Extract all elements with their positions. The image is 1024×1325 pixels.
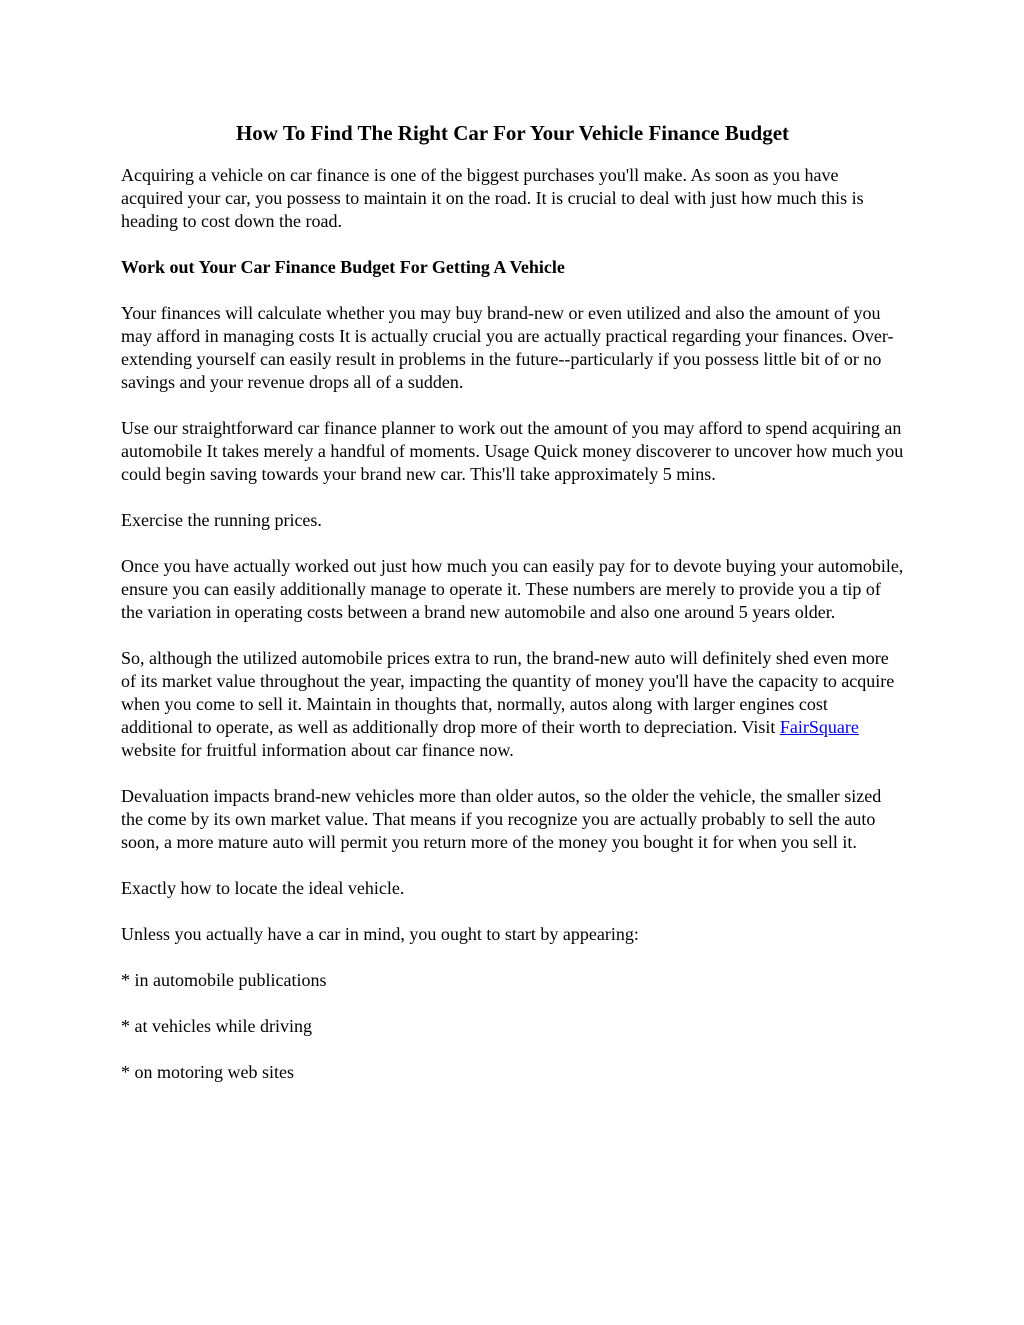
paragraph-running-prices: Exercise the running prices. — [121, 510, 322, 530]
intro-paragraph: Acquiring a vehicle on car finance is one of the biggest purchases you'll make. As soon as you have acquired your car, you possess to maintain it on the road. It is crucial to deal with just how much this is heading to cost down the road. — [121, 165, 864, 231]
list-item: * at vehicles while driving — [121, 1016, 312, 1036]
paragraph-start-looking: Unless you actually have a car in mind, you ought to start by appearing: — [121, 924, 639, 944]
section-heading: Work out Your Car Finance Budget For Getting A Vehicle — [121, 257, 565, 277]
paragraph-operating-costs: Once you have actually worked out just how much you can easily pay for to devote buying your automobile, ensure you can easily additionally manage to operate it. These numbers are merely to provide you a tip of the variation in operating costs between a brand new automobile and also one around 5 years older. — [121, 556, 904, 622]
list-item: * in automobile publications — [121, 970, 327, 990]
paragraph-depreciation — [121, 647, 904, 762]
list-item: * on motoring web sites — [121, 1062, 294, 1082]
paragraph-locate-vehicle: Exactly how to locate the ideal vehicle. — [121, 878, 405, 898]
paragraph-planner: Use our straightforward car finance planner to work out the amount of you may afford to spend acquiring an automobile It takes merely a handful of moments. Usage Quick money discoverer to uncover how much you could begin saving towards your brand new car. This'll take approximately 5 mins. — [121, 418, 904, 484]
fairsquare-link[interactable]: FairSquare — [779, 717, 859, 737]
document-title: How To Find The Right Car For Your Vehicle Finance Budget — [235, 121, 790, 145]
document-page — [121, 118, 904, 1107]
depreciation-text-before: So, although the utilized automobile prices extra to run, the brand-new auto will definitely shed even more of its market value throughout the year, impacting the quantity of money you'll have the capacity to acquire when you come to sell it. Maintain in thoughts that, normally, autos along with larger engines cost additional to operate, as well as additionally drop more of their worth to depreciation. Visit — [121, 648, 895, 737]
paragraph-devaluation: Devaluation impacts brand-new vehicles more than older autos, so the older the vehicle, the smaller sized the come by its own market value. That means if you recognize you are actually probably to sell the auto soon, a more mature auto will permit you return more of the money you bought it for when you sell it. — [121, 786, 882, 852]
depreciation-text-after: website for fruitful information about car finance now. — [121, 740, 514, 760]
paragraph-finances: Your finances will calculate whether you may buy brand-new or even utilized and also the amount of you may afford in managing costs It is actually crucial you are actually practical regarding your finances. Over-extending yourself can easily result in problems in the future--particularly if you possess little bit of or no savings and your revenue drops all of a sudden. — [121, 303, 894, 392]
